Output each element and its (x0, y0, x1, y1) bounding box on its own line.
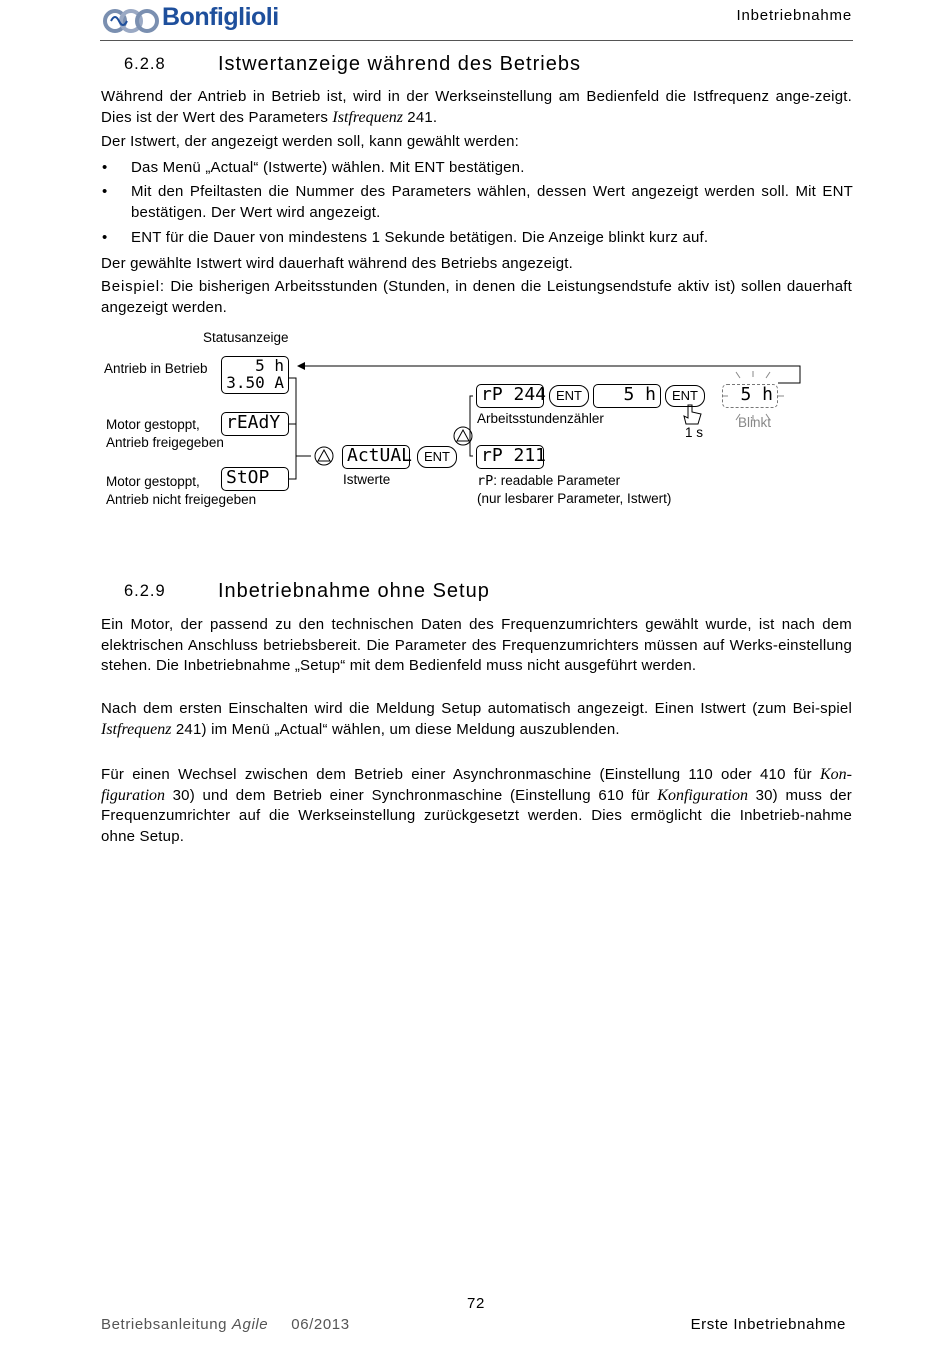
paragraph: Der gewählte Istwert wird dauerhaft während des Betriebs angezeigt. (101, 255, 573, 272)
ent-button[interactable]: ENT (665, 385, 705, 407)
section-number: 6.2.8 (124, 55, 166, 73)
rp244-display: rP 244 (476, 384, 544, 408)
value-display: 5 h (593, 384, 661, 408)
header-rule (100, 40, 853, 41)
brand-name: Bonfiglioli (162, 3, 279, 31)
parameter-name: Istfrequenz (332, 108, 403, 126)
stop-display: StOP (221, 467, 289, 491)
ent-button[interactable]: ENT (417, 446, 457, 468)
section-title: Inbetriebnahme ohne Setup (218, 580, 490, 602)
status-label: Statusanzeige (203, 330, 289, 345)
bullet-icon: • (102, 159, 108, 176)
stopped-enabled-label: Motor gestoppt, Antrieb freigegeben (106, 417, 224, 450)
ent-button[interactable]: ENT (549, 385, 589, 407)
parameter-name: Konfiguration (657, 786, 748, 804)
example-label: Beispiel: (101, 278, 165, 295)
operating-hours-label: Arbeitsstundenzähler (477, 411, 604, 426)
actual-menu-display: ActUAL (342, 445, 410, 469)
rp211-display: rP 211 (476, 445, 544, 469)
paragraph: Nach dem ersten Einschalten wird die Meldung Setup automatisch angezeigt. Einen Istwert (zum Bei-spiel Istfrequenz 241) im Menü „Actual“ wählen, um diese Meldung auszublenden. (101, 700, 852, 738)
page-number: 72 (467, 1295, 485, 1312)
status-diagram (0, 320, 950, 520)
example-paragraph: Beispiel: Die bisherigen Arbeitsstunden (Stunden, in denen die Leistungsendstufe aktiv ist) sollen dauerhaft angezeigt werden. (101, 278, 852, 316)
header (0, 0, 950, 42)
hold-time-label: 1 s (685, 425, 704, 440)
bullet-icon: • (102, 229, 108, 246)
section-number: 6.2.9 (124, 582, 166, 600)
list-item: Das Menü „Actual“ (Istwerte) wählen. Mit ENT bestätigen. (131, 159, 525, 176)
footer-left: Betriebsanleitung Agile 06/2013 (101, 1316, 350, 1333)
running-display (221, 356, 289, 394)
paragraph: Während der Antrieb in Betrieb ist, wird in der Werkseinstellung am Bedienfeld die Istfrequenz ange-zeigt. Dies ist der Wert des Parameters Istfrequenz 241. (101, 88, 852, 126)
ready-display: rEAdY (221, 412, 289, 436)
rp-prefix: rP (477, 473, 494, 489)
rp-note: rP: readable Parameter (nur lesbarer Parameter, Istwert) (477, 473, 672, 506)
running-label: Antrieb in Betrieb (104, 361, 208, 376)
stopped-disabled-label: Motor gestoppt, Antrieb nicht freigegeben (106, 474, 257, 507)
actual-menu-label: Istwerte (343, 472, 391, 487)
paragraph: Der Istwert, der angezeigt werden soll, kann gewählt werden: (101, 133, 520, 150)
section-title: Istwertanzeige während des Betriebs (218, 53, 581, 75)
footer-date: 06/2013 (291, 1316, 350, 1333)
current-value: 3.50 A (226, 373, 284, 392)
product-name: Agile (231, 1316, 269, 1333)
bonfiglioli-logo-icon (103, 6, 159, 36)
hours-value: 5 h (255, 356, 284, 375)
list-item: Mit den Pfeiltasten die Nummer des Parameters wählen, dessen Wert angezeigt werden soll. Mit ENT bestätigen. Der Wert wird angezeigt. (131, 183, 853, 221)
bullet-icon: • (102, 183, 108, 200)
list-item: ENT für die Dauer von mindestens 1 Sekunde betätigen. Die Anzeige blinkt kurz auf. (131, 229, 709, 246)
paragraph: Ein Motor, der passend zu den technischen Daten des Frequenzumrichters gewählt wurde, ist nach dem elektrischen Anschluss betriebsbereit. Die Parameter des Frequenzumrichters müssen auf Werks-einstellung stehen. Die Inbetriebnahme „Setup“ mit dem Bedienfeld muss nicht ausgeführt werden. (101, 616, 852, 674)
parameter-name: Kon-figuration (101, 766, 852, 804)
paragraph: Für einen Wechsel zwischen dem Betrieb einer Asynchronmaschine (Einstellung 110 oder 410 für Kon-figuration 30) und dem Betrieb einer Synchronmaschine (Einstellung 610 für Konfiguration 30) muss der Frequenzumrichter auf die Werkseinstellung zurückgesetzt werden. Dies ermöglicht die Inbetrieb-nahme ohne Setup. (101, 766, 852, 845)
footer-right: Erste Inbetriebnahme (690, 1316, 846, 1333)
chapter-title: Inbetriebnahme (736, 7, 852, 24)
parameter-name: Istfrequenz (101, 720, 172, 738)
blink-label: Blinkt (738, 415, 772, 430)
blink-display: 5 h (722, 384, 778, 408)
